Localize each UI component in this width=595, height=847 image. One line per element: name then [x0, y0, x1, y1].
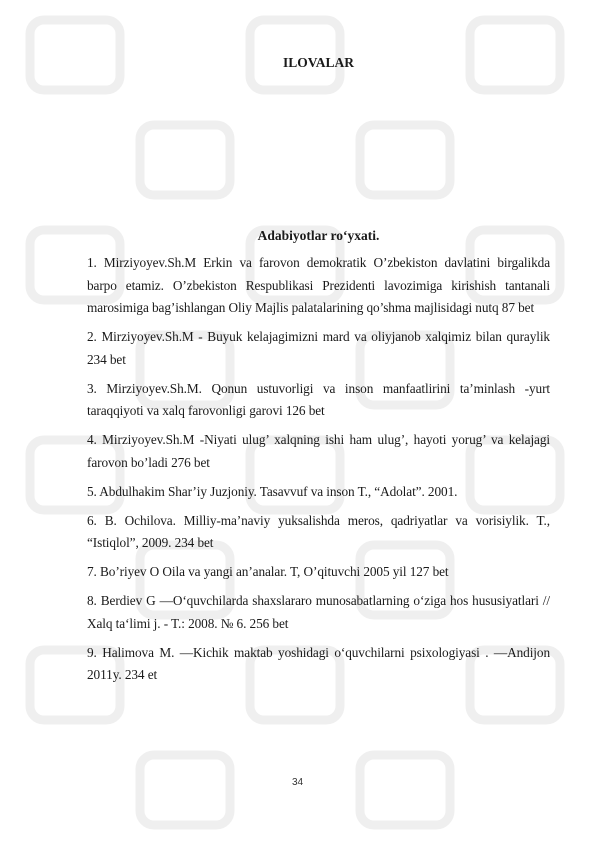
references-title: Adabiyotlar ro‘yxati.: [257, 228, 380, 243]
references-list: [87, 252, 550, 693]
page-number: 34: [291, 777, 304, 788]
reference-item: 6. B. Ochilova. Milliy-ma’naviy yuksalishda meros, qadriyatlar va vorisiylik. T., “Istiqlol”, 2009. 234 bet: [87, 512, 550, 550]
page-heading: ILOVALAR: [282, 55, 355, 70]
reference-item: 8. Berdiev G ―O‘quvchilarda shaxslararo munosabatlarning o‘ziga hos hususiyatlari // Xalq ta‘limi j. - T.: 2008. № 6. 256 bet: [87, 593, 550, 631]
reference-item: 1. Mirziyoyev.Sh.M Erkin va farovon demokratik O’zbekiston davlatini birgalikda barpo etamiz. O’zbekiston Respublikasi Prezidenti lavozimiga kirishish tantanali marosimiga bag’ishlangan Oliy Majlis palatalarining qo’shma majlisidagi nutq 87 bet: [87, 255, 550, 315]
reference-item: 2. Mirziyoyev.Sh.M - Buyuk kelajagimizni mard va oliyjanob xalqimiz bilan quraylik 234 bet: [87, 329, 550, 367]
reference-item: 5. Abdulhakim Shar’iy Juzjoniy. Tasavvuf va inson T., “Adolat”. 2001.: [87, 483, 458, 499]
reference-item: 7. Bo’riyev O Oila va yangi an’analar. T, O’qituvchi 2005 yil 127 bet: [87, 564, 449, 579]
reference-item: 3. Mirziyoyev.Sh.M. Qonun ustuvorligi va inson manfaatlirini ta’minlash -yurt taraqqiyoti va xalq farovonligi garovi 126 bet: [87, 380, 550, 418]
reference-item: 9. Halimova M. ―Kichik maktab yoshidagi o‘quvchilarni psixologiyasi . ―Andijon 2011y. 234 et: [87, 644, 550, 682]
reference-item: 4. Mirziyoyev.Sh.M -Niyati ulug’ xalqning ishi ham ulug’, hayoti yorug’ va kelajagi farovon bo’ladi 276 bet: [87, 432, 550, 470]
